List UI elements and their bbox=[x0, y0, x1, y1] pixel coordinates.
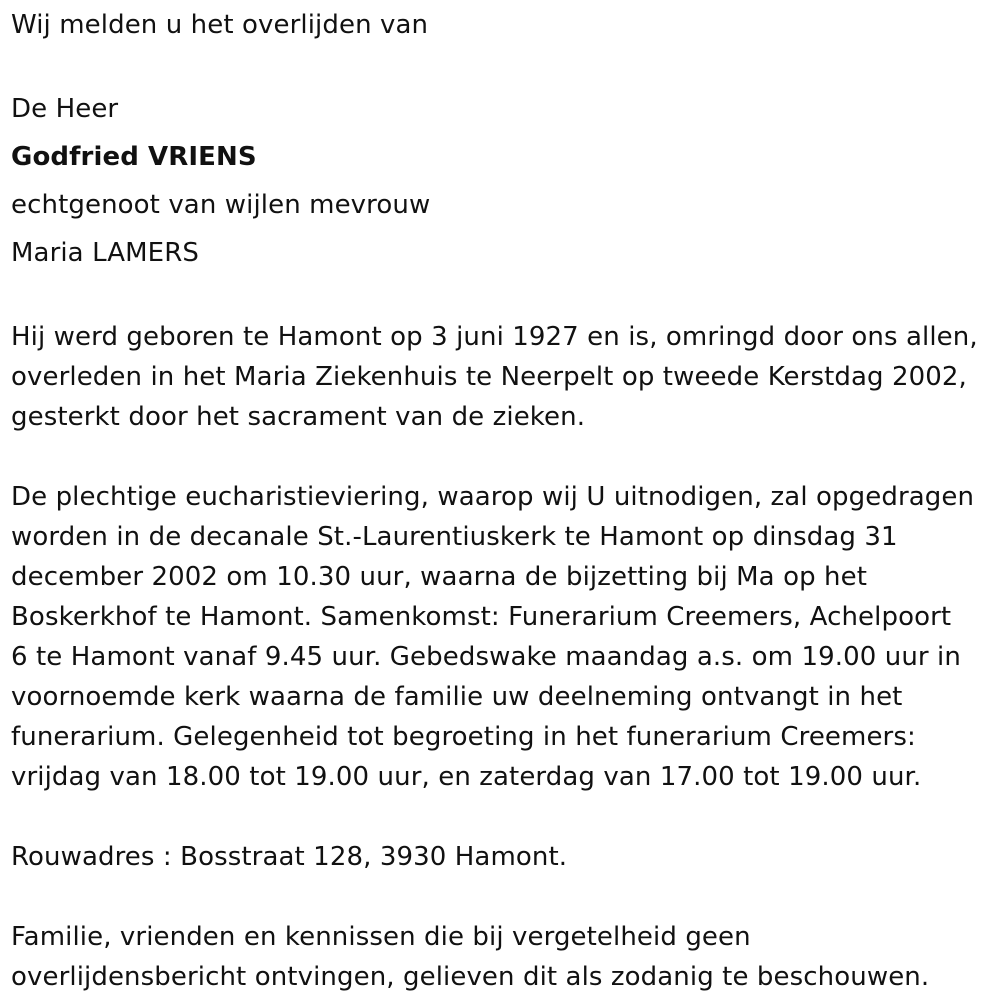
spacer bbox=[11, 877, 996, 917]
spacer bbox=[11, 437, 996, 477]
spacer bbox=[11, 45, 996, 85]
paragraph-line: overlijdensbericht ontvingen, gelieven dit als zodanig te beschouwen. bbox=[11, 962, 930, 992]
paragraph-line: overleden in het Maria Ziekenhuis te Neerpelt op tweede Kerstdag 2002, bbox=[11, 362, 967, 392]
paragraph-line: funerarium. Gelegenheid tot begroeting in het funerarium Creemers: bbox=[11, 722, 916, 752]
paragraph-line: Hij werd geboren te Hamont op 3 juni 1927 en is, omringd door ons allen, bbox=[11, 322, 978, 352]
paragraph-line: december 2002 om 10.30 uur, waarna de bijzetting bij Ma op het bbox=[11, 562, 868, 592]
paragraph-line: gesterkt door het sacrament van de zieken. bbox=[11, 402, 586, 432]
birth-death-paragraph bbox=[11, 317, 996, 437]
honorific-title: De Heer bbox=[11, 94, 119, 124]
spouse-label: echtgenoot van wijlen mevrouw bbox=[11, 190, 431, 220]
deceased-name: Godfried VRIENS bbox=[11, 142, 257, 172]
mourning-address: Rouwadres : Bosstraat 128, 3930 Hamont. bbox=[11, 842, 568, 872]
address-paragraph bbox=[11, 837, 996, 877]
spouse-name: Maria LAMERS bbox=[11, 238, 199, 268]
spacer bbox=[11, 277, 996, 317]
ceremony-paragraph bbox=[11, 477, 996, 797]
paragraph-line: 6 te Hamont vanaf 9.45 uur. Gebedswake maandag a.s. om 19.00 uur in bbox=[11, 642, 961, 672]
opening-line: Wij melden u het overlijden van bbox=[11, 10, 429, 40]
closing-paragraph bbox=[11, 917, 996, 997]
spacer bbox=[11, 797, 996, 837]
paragraph-line: vrijdag van 18.00 tot 19.00 uur, en zaterdag van 17.00 tot 19.00 uur. bbox=[11, 762, 922, 792]
obituary-notice bbox=[11, 5, 996, 997]
paragraph-line: worden in de decanale St.-Laurentiuskerk te Hamont op dinsdag 31 bbox=[11, 522, 898, 552]
paragraph-line: Boskerkhof te Hamont. Samenkomst: Funerarium Creemers, Achelpoort bbox=[11, 602, 952, 632]
paragraph-line: Familie, vrienden en kennissen die bij vergetelheid geen bbox=[11, 922, 751, 952]
paragraph-line: De plechtige eucharistieviering, waarop wij U uitnodigen, zal opgedragen bbox=[11, 482, 975, 512]
paragraph-line: voornoemde kerk waarna de familie uw deelneming ontvangt in het bbox=[11, 682, 903, 712]
